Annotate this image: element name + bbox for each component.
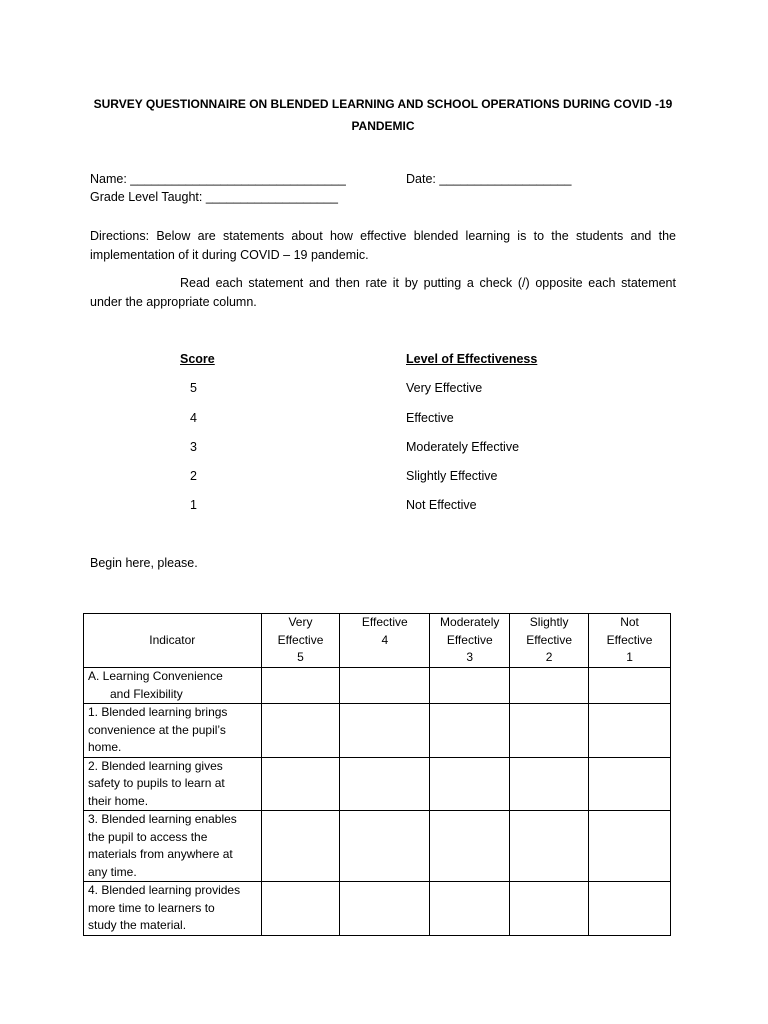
rating-cell[interactable] [510, 811, 589, 882]
level-header: Level of Effectiveness [406, 352, 538, 366]
directions-line-2: implementation of it during COVID – 19 pandemic. [90, 248, 369, 262]
directions-line-1: Directions: Below are statements about how effective blended learning is to the students and the [90, 229, 676, 243]
level-label: Very Effective [406, 381, 483, 395]
column-header-effective: Effective 4 [340, 614, 430, 668]
table-row [84, 704, 671, 758]
section-a-label: A. Learning Convenience and Flexibility [84, 668, 262, 704]
rating-cell[interactable] [261, 811, 340, 882]
rating-cell[interactable] [261, 704, 340, 758]
title-line-1: SURVEY QUESTIONNAIRE ON BLENDED LEARNING AND SCHOOL OPERATIONS DURING COVID -19 [93, 97, 673, 111]
rating-cell[interactable] [589, 668, 671, 704]
grade-level-field[interactable]: Grade Level Taught: ___________________ [90, 190, 338, 204]
section-row [84, 668, 671, 704]
indicator-statement: 3. Blended learning enables the pupil to access the materials from anywhere at any time. [84, 811, 262, 882]
column-header-slightly-effective: Slightly Effective 2 [510, 614, 589, 668]
score-value: 4 [190, 411, 197, 425]
column-header-moderately-effective: Moderately Effective 3 [430, 614, 510, 668]
directions-paragraph [90, 227, 676, 265]
rating-cell[interactable] [510, 704, 589, 758]
rating-cell[interactable] [430, 668, 510, 704]
level-label: Effective [406, 411, 454, 425]
indicator-statement: 2. Blended learning gives safety to pupils to learn at their home. [84, 757, 262, 811]
rating-cell[interactable] [510, 882, 589, 936]
column-header-not-effective: Not Effective 1 [589, 614, 671, 668]
rating-cell[interactable] [430, 704, 510, 758]
rating-cell[interactable] [261, 882, 340, 936]
rating-cell[interactable] [510, 757, 589, 811]
level-label: Slightly Effective [406, 469, 498, 483]
table-row [84, 811, 671, 882]
rating-cell[interactable] [340, 704, 430, 758]
rating-cell[interactable] [340, 668, 430, 704]
rating-cell[interactable] [261, 668, 340, 704]
rating-cell[interactable] [261, 757, 340, 811]
rating-cell[interactable] [589, 811, 671, 882]
level-label: Not Effective [406, 498, 477, 512]
score-value: 5 [190, 381, 197, 395]
score-value: 1 [190, 498, 197, 512]
indicator-header: Indicator [84, 614, 262, 668]
begin-note: Begin here, please. [90, 556, 198, 570]
date-field[interactable]: Date: ___________________ [406, 172, 572, 186]
rating-cell[interactable] [430, 882, 510, 936]
score-value: 3 [190, 440, 197, 454]
page-title [90, 93, 676, 137]
indicator-statement: 1. Blended learning brings convenience at the pupil’s home. [84, 704, 262, 758]
instructions-line-1: Read each statement and then rate it by putting a check (/) opposite each statement [180, 276, 676, 290]
rating-cell[interactable] [589, 757, 671, 811]
table-header-row [84, 614, 671, 668]
indicator-statement: 4. Blended learning provides more time to learners to study the material. [84, 882, 262, 936]
instructions-line-2: under the appropriate column. [90, 295, 257, 309]
rating-cell[interactable] [430, 811, 510, 882]
level-label: Moderately Effective [406, 440, 520, 454]
rating-table [83, 613, 671, 936]
column-header-very-effective: Very Effective 5 [261, 614, 340, 668]
title-line-2: PANDEMIC [351, 119, 415, 133]
name-field[interactable]: Name: _______________________________ [90, 172, 346, 186]
score-value: 2 [190, 469, 197, 483]
rating-cell[interactable] [589, 704, 671, 758]
rating-cell[interactable] [589, 882, 671, 936]
rating-cell[interactable] [430, 757, 510, 811]
rating-cell[interactable] [340, 811, 430, 882]
score-header: Score [180, 352, 215, 366]
table-row [84, 757, 671, 811]
rating-cell[interactable] [510, 668, 589, 704]
instructions-paragraph [90, 274, 676, 312]
table-row [84, 882, 671, 936]
rating-cell[interactable] [340, 757, 430, 811]
rating-cell[interactable] [340, 882, 430, 936]
